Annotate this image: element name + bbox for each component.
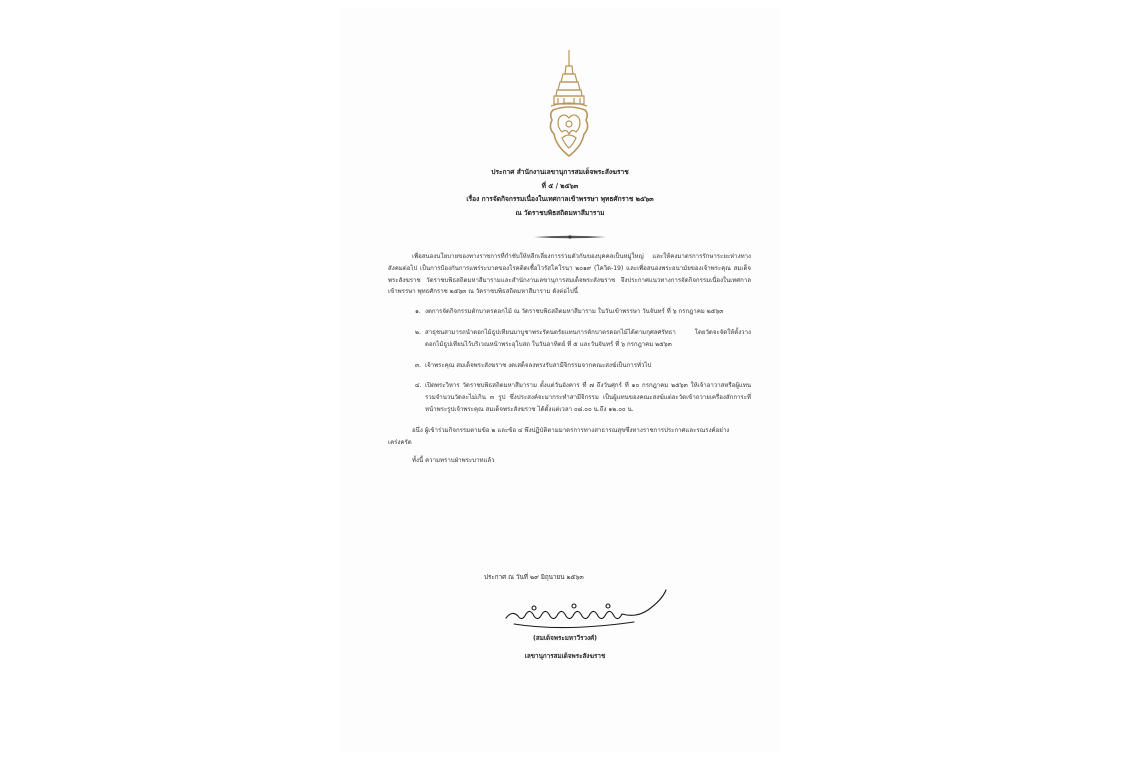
closing-paragraph: อนึ่ง ผู้เข้าร่วมกิจกรรมตามข้อ ๒ และข้อ ๔ พึงปฏิบัติตามมาตรการทางสาธารณสุขซึ่งทางราชการประกาศและรณรงค์อย่างเคร่งครัด <box>388 426 730 446</box>
item-text: สาธุชนสามารถนำดอกไม้ธูปเทียนมาบูชาพระรัตนตรัยแทนการตักบาตรดอกไม้ได้ตามกุศลศรัทธา โดยวัดจะจัดให้ตั้งวางดอกไม้ธูปเทียนไว้บริเวณหน้าพระอุโบสถ ในวันอาทิตย์ ที่ ๕ และวันจันทร์ ที่ ๖ กรกฎาคม ๒๕๖๓ <box>425 328 751 348</box>
item-text: เจ้าพระคุณ สมเด็จพระสังฆราช งดเสด็จลงทรงรับสามีจิกรรมจากคณะสงฆ์เป็นการทั่วไป <box>425 361 652 369</box>
list-item <box>415 327 751 351</box>
document-body <box>388 251 751 474</box>
document-heading <box>340 166 780 220</box>
document-number: ที่ ๕ / ๒๕๖๓ <box>541 181 579 190</box>
item-number: ๑. <box>415 308 421 316</box>
item-number: ๔. <box>415 382 422 390</box>
royal-seal-emblem <box>546 48 592 160</box>
list-item <box>415 306 751 318</box>
signer-block <box>500 630 630 666</box>
item-text: เปิดพระวิหาร วัดราชบพิธสถิตมหาสีมาราม ตั้งแต่วันอังคาร ที่ ๗ ถึงวันศุกร์ ที่ ๑๐ กรกฎาคม ๒๕๖๓ ให้เจ้าอาวาสหรือผู้แทน รวมจำนวนวัดละไม่เกิน ๓ รูป ซึ่งประสงค์จะมากระทำสามีจิกรรม เป็นผู้แทนของคณะสงฆ์แต่ละวัดเข้าถวายเครื่องสักการะที่หน้าพระรูปเจ้าพระคุณ สมเด็จพระสังฆราช ได้ตั้งแต่เวลา ๐๘.๐๐ น.ถึง ๑๒.๐๐ น. <box>425 382 751 413</box>
list-item <box>415 380 751 415</box>
list-item <box>415 360 751 372</box>
ornamental-divider <box>532 234 608 240</box>
announcement-date: ประกาศ ณ วันที่ ๒๙ มิถุนายน ๒๕๖๓ <box>484 574 584 581</box>
acknowledgement-line: ทั้งนี้ ความทราบฝ่าพระบาทแล้ว <box>412 457 495 465</box>
signer-name: (สมเด็จพระมหาวีรวงศ์) <box>533 635 597 642</box>
handwritten-signature <box>504 588 674 634</box>
document-location: ณ วัดราชบพิธสถิตมหาสีมาราม <box>515 208 605 217</box>
signer-title: เลขานุการสมเด็จพระสังฆราช <box>524 653 606 660</box>
item-number: ๒. <box>415 328 421 336</box>
announcement-document <box>340 8 780 753</box>
item-number: ๓. <box>415 361 422 369</box>
intro-paragraph: เพื่อสนองนโยบายของทางราชการที่กำชับให้หลีกเลี่ยงการรวมตัวกันของบุคคลเป็นหมู่ใหญ่ และให้คงมาตรการรักษาระยะห่างทางสังคมต่อไป เป็นการป้องกันการแพร่ระบาดของโรคติดเชื้อไวรัสโคโรนา ๒๐๑๙ (โควิด-19) และเพื่อสนองพระอนามัยของเจ้าพระคุณ สมเด็จพระสังฆราช วัดราชบพิธสถิตมหาสีมารามและสำนักงานเลขานุการสมเด็จพระสังฆราช จึงประกาศแนวทางการจัดกิจกรรมเนื่องในเทศกาลเข้าพรรษา พุทธศักราช ๒๕๖๓ ณ วัดราชบพิธสถิตมหาสีมาราม ดังต่อไปนี้ <box>388 253 751 296</box>
document-subject: เรื่อง การจัดกิจกรรมเนื่องในเทศกาลเข้าพรรษา พุทธศักราช ๒๕๖๓ <box>466 195 654 203</box>
item-text: งดการจัดกิจกรรมตักบาตรดอกไม้ ณ วัดราชบพิธสถิตมหาสีมาราม ในวันเข้าพรรษา วันจันทร์ ที่ ๖ กรกฎาคม ๒๕๖๓ <box>425 308 724 316</box>
heading-title: ประกาศ สำนักงานเลขานุการสมเด็จพระสังฆราช <box>491 168 629 176</box>
